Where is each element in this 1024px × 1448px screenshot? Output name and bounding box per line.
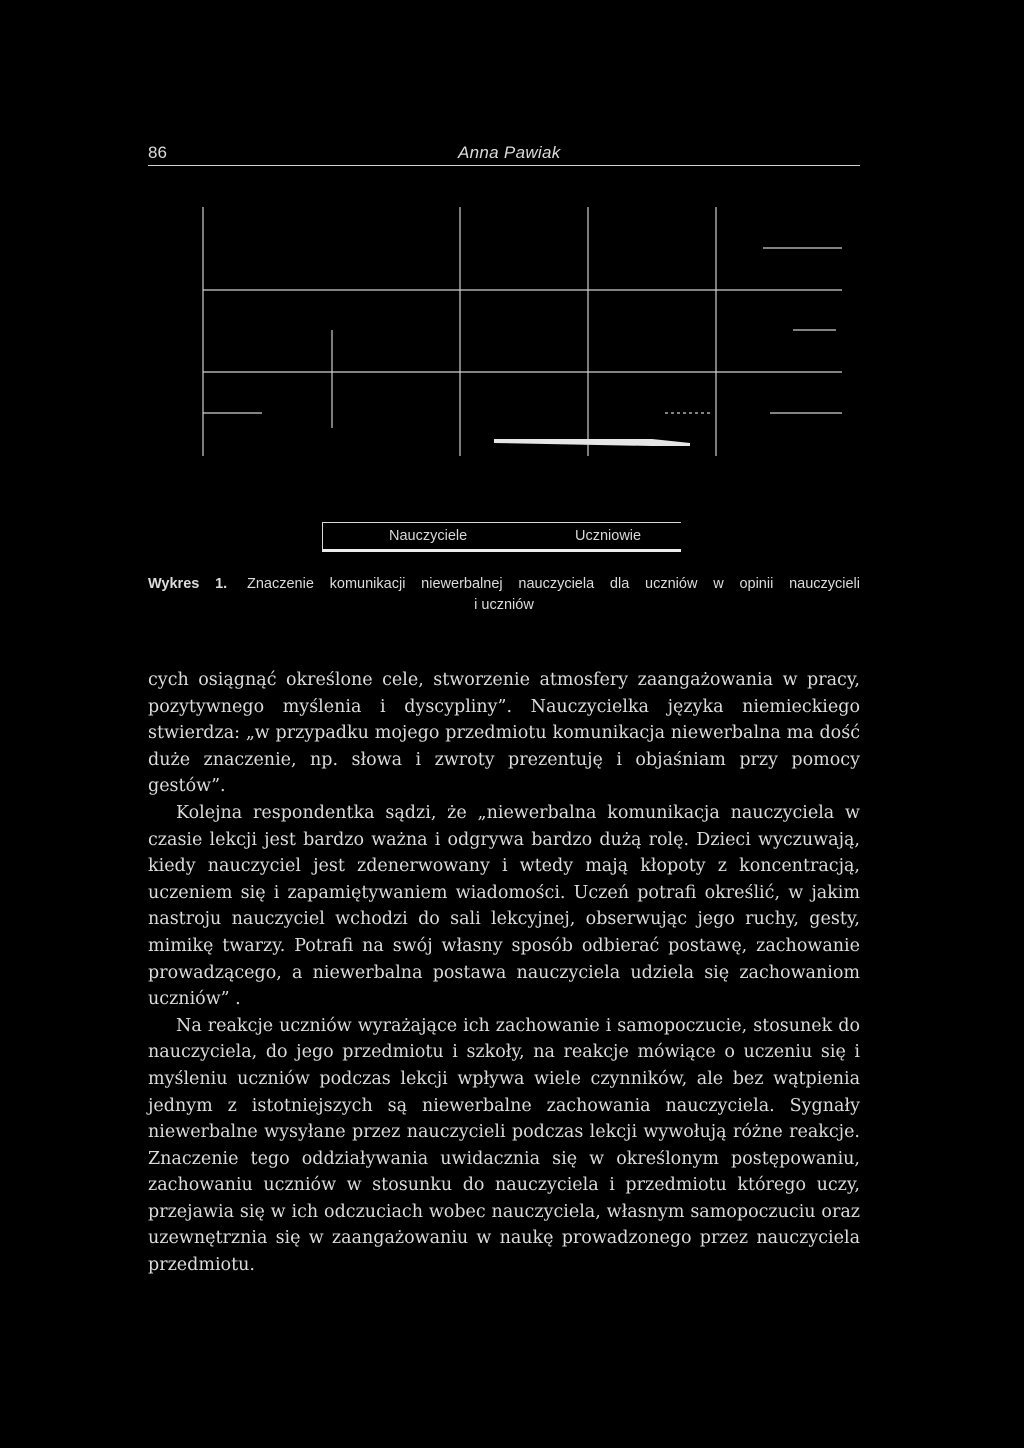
paragraph-3: Na reakcje uczniów wyrażające ich zachowanie i samopoczucie, stosunek do nauczyciela, do jego przedmiotu i szkoły, na reakcje mówiące o uczeniu się i myśleniu uczniów podczas lekcji wpływa wiele czynników, ale bez wątpienia jednym z istotniejszych są niewerbalne zachowania nauczyciela. Sygnały niewerbalne wysyłane przez nauczycieli podczas lekcji wywołują różne reakcje. Znaczenie tego oddziaływania uwidacznia się w określonym postępowaniu, zachowaniu uczniów w stosunku do nauczyciela i przedmiotu którego uczy, przejawia się w ich odczuciach wobec nauczyciela, własnym samopoczuciu oraz uzewnętrznia się w zaangażowaniu w naukę prowadzonego przez nauczyciela przedmiotu. [148, 1015, 860, 1276]
page-number: 86 [148, 143, 167, 162]
paragraph-1: cych osiągnąć określone cele, stworzenie atmosfery zaangażowania w pracy, pozytywnego myślenia i dyscypliny”. Nauczycielka języka niemieckiego stwierdza: „w przypadku mojego przedmiotu komunikacja niewerbalna ma dość duże znaczenie, np. słowa i zwroty prezentuję i objaśniam przy pomocy gestów”. [148, 670, 860, 797]
caption-line-1 [148, 574, 860, 595]
running-head-author: Anna Pawiak [458, 143, 561, 162]
paragraph-2: Kolejna respondentka sądzi, że „niewerbalna komunikacja nauczyciela w czasie lekcji jest bardzo ważna i odgrywa bardzo dużą rolę. Dzieci wyczuwają, kiedy nauczyciel jest zdenerwowany i wtedy mają kłopoty z koncentracją, uczeniem się i zapamiętywaniem wiadomości. Uczeń potrafi określić, w jakim nastroju nauczyciel wchodzi do sali lekcyjnej, obserwując jego ruchy, gesty, mimikę twarzy. Potrafi na swój własny sposób odbierać postawę, zachowanie prowadzącego, a niewerbalna postawa nauczyciela udziela się zachowaniom uczniów” . [148, 802, 860, 1010]
figure-caption [148, 574, 860, 616]
body-text [148, 667, 860, 1279]
caption-text-continued: i uczniów [474, 597, 534, 613]
chart-bar-mark [494, 439, 690, 446]
caption-text: Znaczenie komunikacji niewerbalnej nauczyciela dla uczniów w opinii nauczycieli [246, 576, 860, 592]
legend-students: Uczniowie [575, 528, 642, 544]
legend-teachers: Nauczyciele [389, 528, 468, 544]
caption-label: Wykres 1. [148, 576, 228, 592]
chart-figure [0, 0, 1024, 560]
